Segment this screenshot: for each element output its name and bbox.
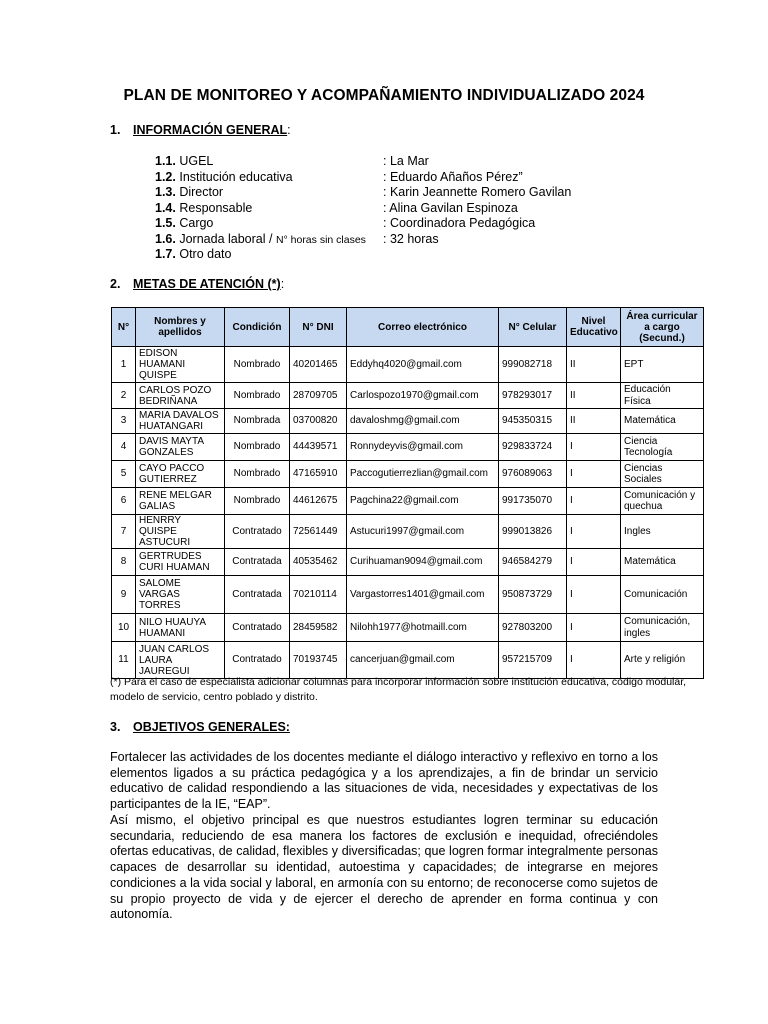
section-colon: : xyxy=(287,123,291,137)
level-cell: II xyxy=(567,347,621,383)
phone-cell: 976089063 xyxy=(499,461,567,488)
level-cell: I xyxy=(567,549,621,576)
teacher-name-cell: CARLOS POZO BEDRIÑANA xyxy=(136,383,225,409)
condition-cell: Nombrado xyxy=(225,461,290,488)
teacher-name-cell: JUAN CARLOS LAURA JAUREGUI xyxy=(136,642,225,679)
table-row xyxy=(112,347,704,383)
row-number-cell: 1 xyxy=(112,347,136,383)
table-header-row xyxy=(112,308,704,347)
info-row-cargo xyxy=(155,215,595,231)
phone-cell: 999013826 xyxy=(499,515,567,549)
dni-cell: 40201465 xyxy=(290,347,347,383)
row-number-cell: 8 xyxy=(112,549,136,576)
level-cell: II xyxy=(567,383,621,409)
teacher-name-cell: MARIA DAVALOS HUATANGARI xyxy=(136,409,225,434)
phone-cell: 957215709 xyxy=(499,642,567,679)
table-row xyxy=(112,434,704,461)
teacher-name-cell: RENE MELGAR GALIAS xyxy=(136,488,225,515)
phone-cell: 999082718 xyxy=(499,347,567,383)
table-row xyxy=(112,614,704,642)
area-cell: Ingles xyxy=(621,515,704,549)
level-cell: I xyxy=(567,461,621,488)
area-cell: Arte y religión xyxy=(621,642,704,679)
area-cell: Educación Física xyxy=(621,383,704,409)
dni-cell: 28709705 xyxy=(290,383,347,409)
dni-cell: 47165910 xyxy=(290,461,347,488)
info-row-ugel xyxy=(155,153,595,169)
section-number: 3. xyxy=(110,720,121,734)
area-cell: Matemática xyxy=(621,409,704,434)
email-cell: Eddyhq4020@gmail.com xyxy=(347,347,499,383)
info-row-otro-dato xyxy=(155,246,595,262)
email-cell: Vargastorres1401@gmail.com xyxy=(347,576,499,614)
level-cell: I xyxy=(567,488,621,515)
section-label: METAS DE ATENCIÓN (*) xyxy=(133,277,281,291)
row-number-cell: 5 xyxy=(112,461,136,488)
dni-cell: 03700820 xyxy=(290,409,347,434)
email-cell: davaloshmg@gmail.com xyxy=(347,409,499,434)
area-cell: Ciencias Sociales xyxy=(621,461,704,488)
dni-cell: 44612675 xyxy=(290,488,347,515)
info-value: : Coordinadora Pedagógica xyxy=(383,216,536,230)
condition-cell: Contratada xyxy=(225,549,290,576)
metas-table xyxy=(111,307,704,679)
info-row-director xyxy=(155,184,595,200)
area-cell: EPT xyxy=(621,347,704,383)
condition-cell: Contratado xyxy=(225,642,290,679)
email-cell: Carlospozo1970@gmail.com xyxy=(347,383,499,409)
dni-cell: 44439571 xyxy=(290,434,347,461)
info-label: Cargo xyxy=(179,216,214,230)
email-cell: Astucuri1997@gmail.com xyxy=(347,515,499,549)
condition-cell: Nombrado xyxy=(225,488,290,515)
info-value: : Eduardo Añaños Pérez” xyxy=(383,169,523,184)
section-colon: : xyxy=(280,277,285,291)
level-cell: I xyxy=(567,576,621,614)
info-value: : La Mar xyxy=(383,154,429,168)
row-number-cell: 11 xyxy=(112,642,136,679)
table-row xyxy=(112,515,704,549)
col-header-email: Correo electrónico xyxy=(347,308,499,347)
table-row xyxy=(112,409,704,434)
section-heading-objetivos xyxy=(110,720,290,734)
condition-cell: Contratado xyxy=(225,515,290,549)
area-cell: Matemática xyxy=(621,549,704,576)
table-row xyxy=(112,549,704,576)
row-number-cell: 10 xyxy=(112,614,136,642)
row-number-cell: 9 xyxy=(112,576,136,614)
teacher-name-cell: GERTRUDES CURI HUAMAN xyxy=(136,549,225,576)
col-header-phone: N° Celular xyxy=(499,308,567,347)
info-label: Otro dato xyxy=(179,247,232,261)
row-number-cell: 2 xyxy=(112,383,136,409)
col-header-area: Área curricular a cargo (Secund.) xyxy=(621,308,704,347)
table-row xyxy=(112,383,704,409)
dni-cell: 72561449 xyxy=(290,515,347,549)
info-value: : Alina Gavilan Espinoza xyxy=(383,200,518,215)
info-key: 1.1. xyxy=(155,154,176,168)
col-header-level: Nivel Educativo xyxy=(567,308,621,347)
phone-cell: 946584279 xyxy=(499,549,567,576)
table-row xyxy=(112,642,704,679)
table-row xyxy=(112,461,704,488)
col-header-dni: N° DNI xyxy=(290,308,347,347)
email-cell: Curihuaman9094@gmail.com xyxy=(347,549,499,576)
row-number-cell: 4 xyxy=(112,434,136,461)
info-row-institucion xyxy=(155,169,595,185)
dni-cell: 70193745 xyxy=(290,642,347,679)
level-cell: II xyxy=(567,409,621,434)
dni-cell: 28459582 xyxy=(290,614,347,642)
table-row xyxy=(112,488,704,515)
col-header-condition: Condición xyxy=(225,308,290,347)
info-value: : Karin Jeannette Romero Gavilan xyxy=(383,185,572,199)
section-label: OBJETIVOS GENERALES: xyxy=(133,720,290,734)
info-value: : 32 horas xyxy=(383,231,439,246)
info-label-small: N° horas sin clases xyxy=(275,233,366,246)
objective-paragraph: Fortalecer las actividades de los docentes mediante el diálogo interactivo y reflexivo en torno a los elementos ligados a su práctica pedagógica y a los aprendizajes, a fin de brindar un servicio educativo de calidad respondiendo a las situaciones de vida, necesidades y expectativas de los participantes de la IE, “EAP”. xyxy=(110,750,658,812)
teacher-name-cell: HENRRY QUISPE ASTUCURI xyxy=(136,515,225,549)
teacher-name-cell: EDISON HUAMANI QUISPE xyxy=(136,347,225,383)
dni-cell: 40535462 xyxy=(290,549,347,576)
area-cell: Comunicación, ingles xyxy=(621,614,704,642)
level-cell: I xyxy=(567,434,621,461)
area-cell: Comunicación y quechua xyxy=(621,488,704,515)
phone-cell: 991735070 xyxy=(499,488,567,515)
section-number: 2. xyxy=(110,277,121,291)
condition-cell: Contratado xyxy=(225,614,290,642)
email-cell: Pagchina22@gmail.com xyxy=(347,488,499,515)
info-label: Jornada laboral / xyxy=(179,231,276,246)
row-number-cell: 3 xyxy=(112,409,136,434)
info-label: Director xyxy=(179,185,224,199)
info-label: Institución educativa xyxy=(179,169,293,184)
page-title: PLAN DE MONITOREO Y ACOMPAÑAMIENTO INDIVIDUALIZADO 2024 xyxy=(123,87,645,104)
email-cell: Nilohh1977@hotmaill.com xyxy=(347,614,499,642)
info-key: 1.3. xyxy=(155,185,176,199)
teacher-name-cell: SALOME VARGAS TORRES xyxy=(136,576,225,614)
row-number-cell: 7 xyxy=(112,515,136,549)
phone-cell: 945350315 xyxy=(499,409,567,434)
section-number: 1. xyxy=(110,123,121,137)
email-cell: cancerjuan@gmail.com xyxy=(347,642,499,679)
teacher-name-cell: CAYO PACCO GUTIERREZ xyxy=(136,461,225,488)
teacher-name-cell: NILO HUAUYA HUAMANI xyxy=(136,614,225,642)
info-key: 1.5. xyxy=(155,216,176,230)
info-key: 1.4. xyxy=(155,200,176,215)
teacher-name-cell: DAVIS MAYTA GONZALES xyxy=(136,434,225,461)
col-header-name: Nombres y apellidos xyxy=(136,308,225,347)
condition-cell: Nombrado xyxy=(225,347,290,383)
condition-cell: Nombrado xyxy=(225,434,290,461)
row-number-cell: 6 xyxy=(112,488,136,515)
dni-cell: 70210114 xyxy=(290,576,347,614)
condition-cell: Contratada xyxy=(225,576,290,614)
area-cell: Comunicación xyxy=(621,576,704,614)
info-key: 1.2. xyxy=(155,169,176,184)
table-row xyxy=(112,576,704,614)
email-cell: Ronnydeyvis@gmail.com xyxy=(347,434,499,461)
section-label: INFORMACIÓN GENERAL xyxy=(133,123,288,137)
info-key: 1.7. xyxy=(155,247,176,261)
info-row-jornada xyxy=(155,231,595,247)
phone-cell: 950873729 xyxy=(499,576,567,614)
area-cell: Ciencia Tecnología xyxy=(621,434,704,461)
table-footnote: (*) Para el caso de especialista adicionar columnas para incorporar información sobre institución educativa, código modular, modelo de servicio, centro poblado y distrito. xyxy=(110,676,687,703)
condition-cell: Nombrado xyxy=(225,383,290,409)
condition-cell: Nombrada xyxy=(225,409,290,434)
objective-paragraph: Así mismo, el objetivo principal es que nuestros estudiantes logren terminar su educación secundaria, reduciendo de esa manera los factores de exclusión e inequidad, ofreciéndoles ofertas educativas, de calidad, flexibles y diversificadas; que logren formar integralmente personas capaces de desarrollar su identidad, autoestima y capacidades; de integrarse en mejores condiciones a la vida social y laboral, en armonía con su entorno; de reconocerse como sujetos de su propio proyecto de vida y de ejercer el derecho de aprender en forma continua y con autonomía. xyxy=(110,813,658,922)
section-heading-general-info xyxy=(110,123,291,137)
info-key: 1.6. xyxy=(155,231,176,246)
info-label: UGEL xyxy=(179,154,214,168)
section-heading-metas xyxy=(110,277,284,291)
phone-cell: 929833724 xyxy=(499,434,567,461)
info-row-responsable xyxy=(155,200,595,216)
level-cell: I xyxy=(567,614,621,642)
info-label: Responsable xyxy=(179,200,253,215)
phone-cell: 978293017 xyxy=(499,383,567,409)
col-header-number: N° xyxy=(112,308,136,347)
level-cell: I xyxy=(567,515,621,549)
email-cell: Paccogutierrezlian@gmail.com xyxy=(347,461,499,488)
phone-cell: 927803200 xyxy=(499,614,567,642)
level-cell: I xyxy=(567,642,621,679)
